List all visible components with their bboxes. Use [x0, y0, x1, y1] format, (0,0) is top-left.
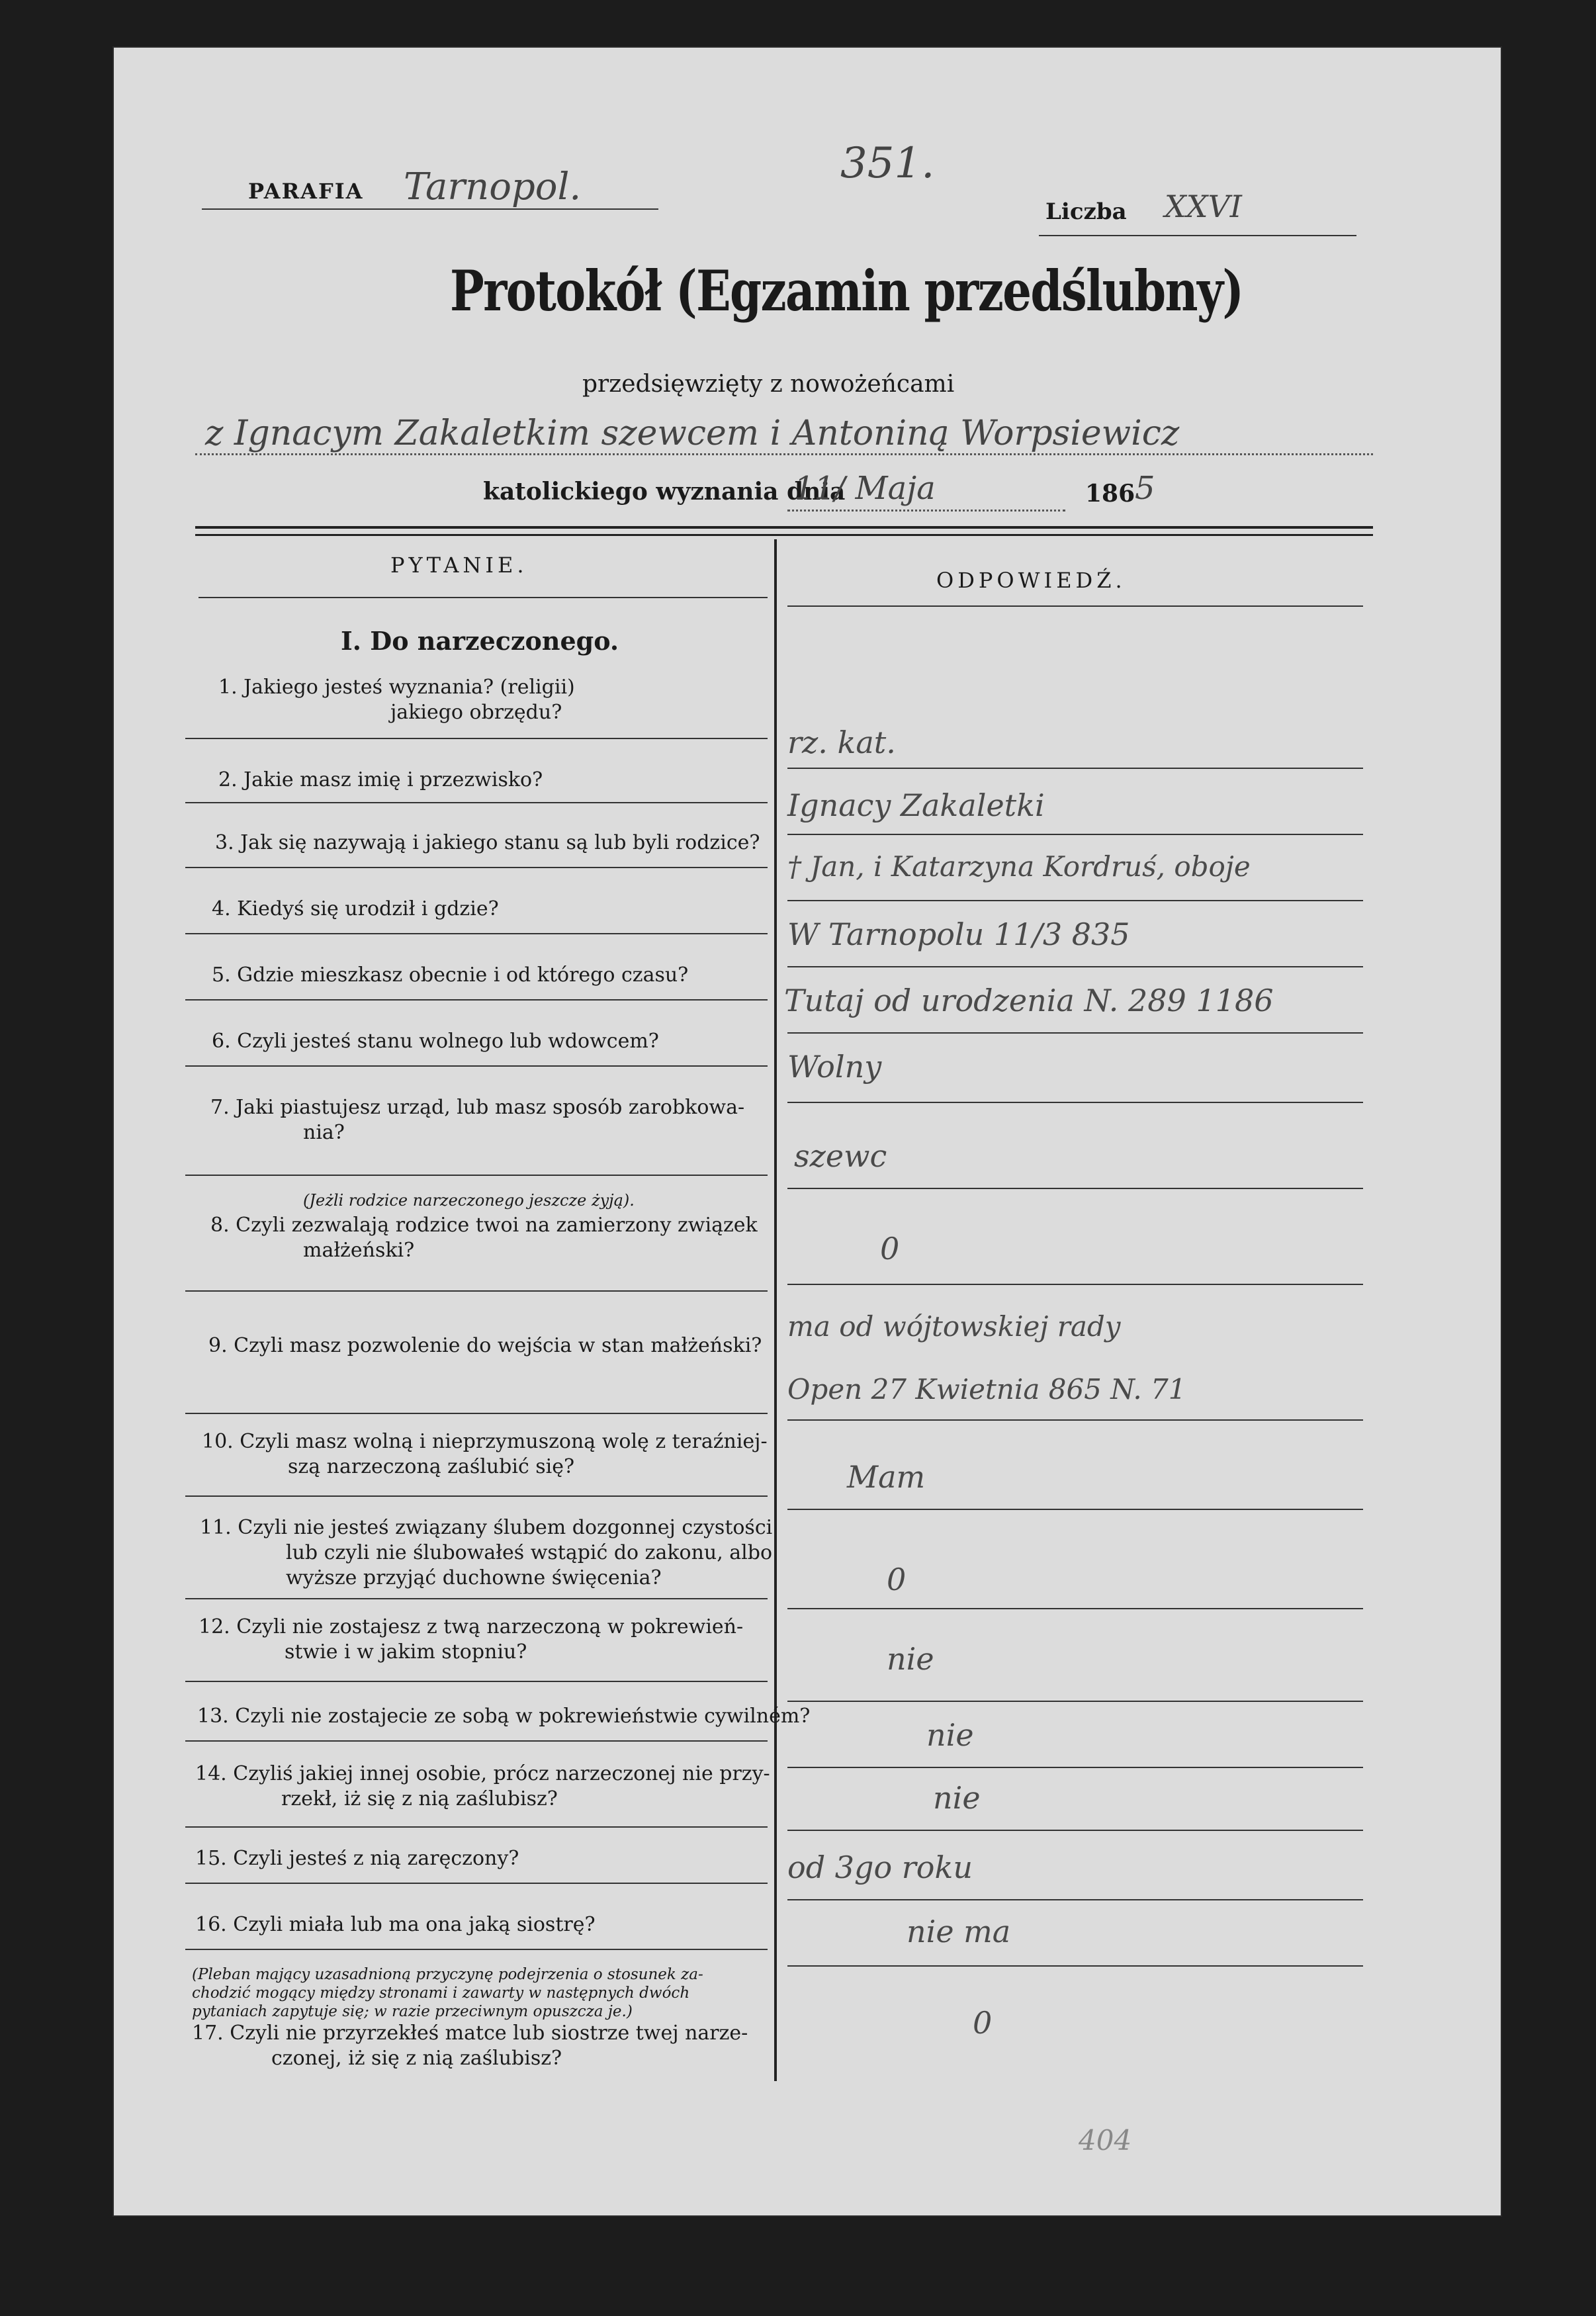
- answer-12: nie: [887, 1641, 934, 1677]
- question-rule: [185, 1949, 768, 1950]
- number-value: XXVI: [1165, 189, 1242, 224]
- question-11: 11. Czyli nie jesteś związany ślubem dozgonnej czystości lub czyli nie ślubowałeś wstąpić do zakonu, albo wyższe przyjąć duchowne święcenia?: [200, 1516, 773, 1589]
- answer-8: 0: [880, 1231, 900, 1267]
- question-rule: [185, 933, 768, 934]
- header-double-rule-bottom: [195, 534, 1373, 536]
- couple-names: z Ignacym Zakaletkim szewcem i Antoniną Worpsiewicz: [205, 414, 1180, 453]
- question-rule: [185, 867, 768, 868]
- answer-rule: [787, 900, 1363, 901]
- archive-number: 351.: [840, 139, 935, 188]
- answer-rule: [787, 1032, 1363, 1034]
- date-label: katolickiego wyznania dnia: [483, 478, 846, 506]
- question-column-header: PYTANIE.: [390, 553, 528, 578]
- question-17: (Pleban mający uzasadnioną przyczynę podejrzenia o stosunek za- chodzić mogący między stronami i zawarty w następnych dwóch pytaniach zapytuje się; w razie przeciwnym opuszcza je.) 17. Czyli nie przyrzekłeś matce lub siostrze twej narze- czonej, iż się z nią zaślubisz?: [192, 1966, 748, 2070]
- question-rule: [185, 1740, 768, 1742]
- question-9: 9. Czyli masz pozwolenie do wejścia w stan małżeński?: [208, 1334, 762, 1357]
- answer-rule: [787, 1767, 1363, 1768]
- question-rule: [185, 1065, 768, 1067]
- question-8: (Jeżli rodzice narzeczonego jeszcze żyją). 8. Czyli zezwalają rodzice twoi na zamierzony związek małżeński?: [210, 1191, 758, 1262]
- question-rule: [185, 1826, 768, 1828]
- year-suffix: 5: [1135, 470, 1155, 507]
- answer-3: † Jan, i Katarzyna Kordruś, oboje: [787, 850, 1251, 883]
- answer-5: Tutaj od urodzenia N. 289 1186: [784, 983, 1274, 1018]
- question-2: 2. Jakie masz imię i przezwisko?: [218, 768, 543, 791]
- question-5: 5. Gdzie mieszkasz obecnie i od którego czasu?: [212, 963, 689, 987]
- question-7: 7. Jaki piastujesz urząd, lub masz sposób zarobkowa- nia?: [210, 1096, 745, 1144]
- answer-17: 0: [973, 2005, 993, 2041]
- answer-rule: [787, 1102, 1363, 1103]
- question-header-rule: [199, 597, 768, 598]
- answer-column-header: ODPOWIEDŹ.: [936, 568, 1126, 593]
- answer-6: Wolny: [787, 1049, 882, 1085]
- question-10: 10. Czyli masz wolną i nieprzymuszoną wolę z teraźniej- szą narzeczoną zaślubić się?: [202, 1430, 768, 1478]
- question-13: 13. Czyli nie zostajecie ze sobą w pokrewieństwie cywilném?: [197, 1705, 811, 1728]
- answer-rule: [787, 1701, 1363, 1702]
- question-rule: [185, 1681, 768, 1682]
- question-rule: [185, 1290, 768, 1292]
- question-rule: [185, 1883, 768, 1884]
- question-15: 15. Czyli jesteś z nią zaręczony?: [195, 1847, 519, 1870]
- page-title: Protokół (Egzamin przedślubny): [450, 258, 1243, 324]
- answer-rule: [787, 768, 1363, 769]
- answer-13: nie: [926, 1717, 974, 1753]
- date-value: 11/ Maja: [794, 470, 936, 507]
- question-4: 4. Kiedyś się urodził i gdzie?: [212, 897, 499, 920]
- answer-9-line2: Open 27 Kwietnia 865 N. 71: [787, 1373, 1186, 1405]
- answer-rule: [787, 966, 1363, 967]
- answer-rule: [787, 1188, 1363, 1189]
- question-rule: [185, 999, 768, 1001]
- answer-11: 0: [887, 1562, 907, 1597]
- couple-dotted-line: [195, 453, 1373, 455]
- section-title: I. Do narzeczonego.: [341, 626, 619, 656]
- question-6: 6. Czyli jesteś stanu wolnego lub wdowcem?: [212, 1030, 659, 1053]
- answer-1: rz. kat.: [787, 725, 896, 760]
- question-14: 14. Czyliś jakiej innej osobie, prócz narzeczonej nie przy- rzekł, iż się z nią zaślubisz?: [195, 1762, 770, 1810]
- answer-rule: [787, 834, 1363, 835]
- question-rule: [185, 1598, 768, 1599]
- date-dotted-line: [787, 510, 1065, 512]
- header-double-rule-top: [195, 526, 1373, 529]
- answer-2: Ignacy Zakaletki: [787, 787, 1045, 823]
- answer-15: od 3go roku: [787, 1849, 973, 1885]
- answer-rule: [787, 1284, 1363, 1285]
- answer-rule: [787, 1899, 1363, 1900]
- page-subtitle: przedsięwzięty z nowożeńcami: [582, 371, 955, 398]
- question-16: 16. Czyli miała lub ma ona jaką siostrę?: [195, 1913, 596, 1936]
- question-rule: [185, 738, 768, 739]
- answer-10: Mam: [847, 1459, 926, 1495]
- answer-16: nie ma: [907, 1914, 1011, 1949]
- answer-rule: [787, 1830, 1363, 1831]
- answer-14: nie: [933, 1780, 981, 1816]
- parish-value: Tarnopol.: [404, 165, 582, 208]
- question-rule: [185, 1175, 768, 1176]
- page-mark: 404: [1079, 2124, 1132, 2157]
- answer-rule: [787, 1608, 1363, 1609]
- question-rule: [185, 1495, 768, 1497]
- parish-label: PARAFIA: [248, 179, 364, 204]
- number-label: Liczba: [1045, 199, 1127, 225]
- answer-rule: [787, 1965, 1363, 1967]
- answer-7: szewc: [794, 1138, 887, 1174]
- question-1: 1. Jakiego jesteś wyznania? (religii) jakiego obrzędu?: [218, 676, 575, 724]
- question-rule: [185, 802, 768, 803]
- document-page: [112, 46, 1502, 2217]
- answer-rule: [787, 1509, 1363, 1510]
- question-12: 12. Czyli nie zostajesz z twą narzeczoną w pokrewień- stwie i w jakim stopniu?: [199, 1615, 744, 1664]
- number-underline: [1039, 235, 1356, 236]
- year-prefix: 186: [1085, 480, 1135, 508]
- column-divider: [774, 539, 777, 2081]
- answer-4: W Tarnopolu 11/3 835: [787, 916, 1130, 952]
- answer-rule: [787, 1419, 1363, 1421]
- question-3: 3. Jak się nazywają i jakiego stanu są lub byli rodzice?: [215, 831, 760, 854]
- answer-9-line1: ma od wójtowskiej rady: [787, 1310, 1121, 1343]
- question-rule: [185, 1413, 768, 1414]
- parish-underline: [202, 208, 658, 210]
- answer-header-rule: [787, 605, 1363, 607]
